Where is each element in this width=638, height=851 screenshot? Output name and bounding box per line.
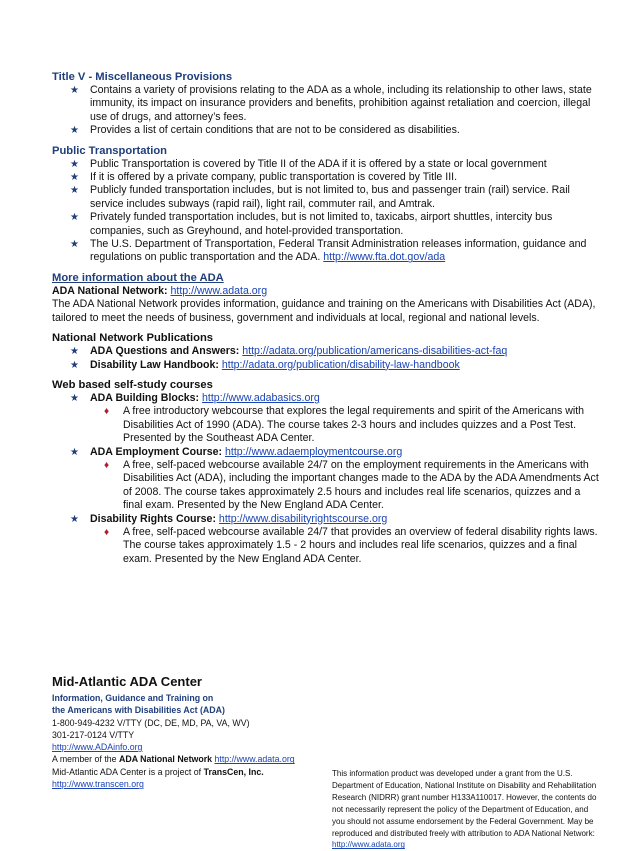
publications-list <box>52 345 602 372</box>
footer-disclaimer <box>332 768 597 851</box>
disclaimer-link[interactable]: http://www.adata.org <box>332 840 405 850</box>
star-bullet-icon: ★ <box>70 85 79 96</box>
star-bullet-icon: ★ <box>70 513 79 525</box>
employment-course-link[interactable]: http://www.adaemploymentcourse.org <box>225 445 403 458</box>
phone-1: 1-800-949-4232 V/TTY (DC, DE, MD, PA, VA, WV) <box>52 717 250 728</box>
title-v-section <box>52 70 602 138</box>
transcen-link[interactable]: http://www.transcen.org <box>52 779 144 790</box>
list-item: ★ Privately funded transportation includes, but is not limited to, taxicabs, airport shuttles, intercity bus companies, such as Greyhound, and hotel-provided transportation. <box>70 211 553 237</box>
diamond-bullet-icon: ♦ <box>104 406 110 418</box>
network-description: The ADA National Network provides information, guidance and training on the Americans with Disabilities Act (ADA), tailored to meet the needs of business, government and individuals at local, regional and national levels. <box>52 298 596 324</box>
tagline-line-1: Information, Guidance and Training on <box>52 693 214 703</box>
list-item: ♦ A free introductory webcourse that explores the legal requirements and spirit of the Americans with Disabilities Act of 1990 (ADA). The course takes 2-3 hours and includes quizzes and a Post Test. Presented by the Southeast ADA Center. <box>104 405 585 445</box>
star-bullet-icon: ★ <box>70 172 79 184</box>
list-item: ★ ADA Building Blocks: http://www.adabasics.org <box>70 391 320 404</box>
list-item: ★ Contains a variety of provisions relating to the ADA as a whole, including its relationship to other laws, state immunity, its impact on insurance providers and benefits, prohibition against retaliation and coercion, illegal use of drugs, and attorney’s fees. <box>70 84 592 123</box>
fta-link[interactable]: http://www.fta.dot.gov/ada <box>323 251 446 264</box>
courses-heading: Web based self-study courses <box>52 378 213 391</box>
star-bullet-icon: ★ <box>70 158 79 170</box>
handbook-link[interactable]: http://adata.org/publication/disability-law-handbook <box>221 358 460 371</box>
disclaimer-text: This information product was developed under a grant from the U.S. Department of Education, National Institute on Disability and Rehabilitation Research (NIDRR) grant number H133A110017. However, the contents do not necessarily represent the policy of the Department of Education, and you should not assume endorsement by the Federal Government. May be reproduced and distributed freely with attribution to ADA National Network: <box>332 769 597 838</box>
list-item: ★ If it is offered by a private company, public transportation is covered by Title III. <box>70 171 458 184</box>
star-bullet-icon: ★ <box>70 346 79 358</box>
adainfo-link[interactable]: http://www.ADAinfo.org <box>52 742 143 753</box>
star-bullet-icon: ★ <box>70 212 79 224</box>
star-bullet-icon: ★ <box>70 359 79 371</box>
title-v-list <box>52 84 602 138</box>
faq-link[interactable]: http://adata.org/publication/americans-disabilities-act-faq <box>242 345 508 358</box>
list-item: ★ Public Transportation is covered by Title II of the ADA if it is offered by a state or local government <box>70 157 547 170</box>
star-bullet-icon: ★ <box>70 185 79 197</box>
footer-contact <box>52 692 322 790</box>
list-item: ★ Provides a list of certain conditions that are not to be considered as disabilities. <box>70 124 460 137</box>
list-item: ♦ A free, self-paced webcourse available 24/7 on the employment requirements in the Americans with Disabilities Act (ADA), including the important changes made to the ADA by the ADA Amendments Act of 2008. The course takes approximately 2.5 hours and includes real life scenarios, quizzes and a final exam. Presented by the New England ADA Center. <box>104 458 599 512</box>
member-link[interactable]: http://www.adata.org <box>214 754 295 765</box>
star-bullet-icon: ★ <box>70 239 79 251</box>
star-bullet-icon: ★ <box>70 392 79 404</box>
network-link[interactable]: http://www.adata.org <box>170 284 268 297</box>
member-line: A member of the ADA National Network http://www.adata.org <box>52 754 295 765</box>
list-item: ★ The U.S. Department of Transportation, Federal Transit Administration releases information, guidance and regulations on public transportation and the ADA. http://www.fta.dot.gov/ada <box>70 238 587 264</box>
diamond-bullet-icon: ♦ <box>104 459 110 471</box>
network-label: ADA National Network: <box>52 284 168 297</box>
project-line: Mid-Atlantic ADA Center is a project of TransCen, Inc. <box>52 766 264 777</box>
more-info-section <box>52 271 602 325</box>
center-name: Mid-Atlantic ADA Center <box>52 674 202 689</box>
footer <box>52 674 612 850</box>
public-transportation-section <box>52 144 602 265</box>
phone-2: 301-217-0124 V/TTY <box>52 729 135 740</box>
list-item: ★ ADA Questions and Answers: http://adata.org/publication/americans-disabilities-act-faq <box>70 345 508 358</box>
network-line <box>52 285 602 298</box>
star-bullet-icon: ★ <box>70 125 79 137</box>
list-item: ★ Publicly funded transportation includes, but is not limited to, bus and passenger train (rail) service. Rail service includes subways (rapid rail), light rail, commuter rail, and Amtrak. <box>70 184 570 210</box>
list-item: ♦ A free, self-paced webcourse available 24/7 that provides an overview of federal disability rights laws. The course takes approximately 1.5 - 2 hours and includes real life scenarios, quizzes and a final exam. Presented by the New England ADA Center. <box>104 525 598 565</box>
courses-section <box>52 378 602 566</box>
diamond-bullet-icon: ♦ <box>104 526 110 538</box>
list-item: ★ ADA Employment Course: http://www.adaemploymentcourse.org <box>70 445 403 458</box>
more-info-heading: More information about the ADA <box>52 271 224 284</box>
publications-section <box>52 331 602 372</box>
rights-course-link[interactable]: http://www.disabilityrightscourse.org <box>218 512 388 525</box>
list-item: ★ Disability Law Handbook: http://adata.org/publication/disability-law-handbook <box>70 358 460 371</box>
public-transportation-heading: Public Transportation <box>52 144 167 157</box>
courses-list <box>52 392 602 566</box>
publications-heading: National Network Publications <box>52 332 214 345</box>
list-item: ★ Disability Rights Course: http://www.disabilityrightscourse.org <box>70 512 388 525</box>
tagline-line-2: the Americans with Disabilities Act (ADA) <box>52 705 225 716</box>
building-blocks-link[interactable]: http://www.adabasics.org <box>202 391 320 404</box>
document-body <box>52 70 602 572</box>
title-v-heading: Title V - Miscellaneous Provisions <box>52 71 233 83</box>
star-bullet-icon: ★ <box>70 446 79 458</box>
public-transportation-list <box>52 158 602 265</box>
